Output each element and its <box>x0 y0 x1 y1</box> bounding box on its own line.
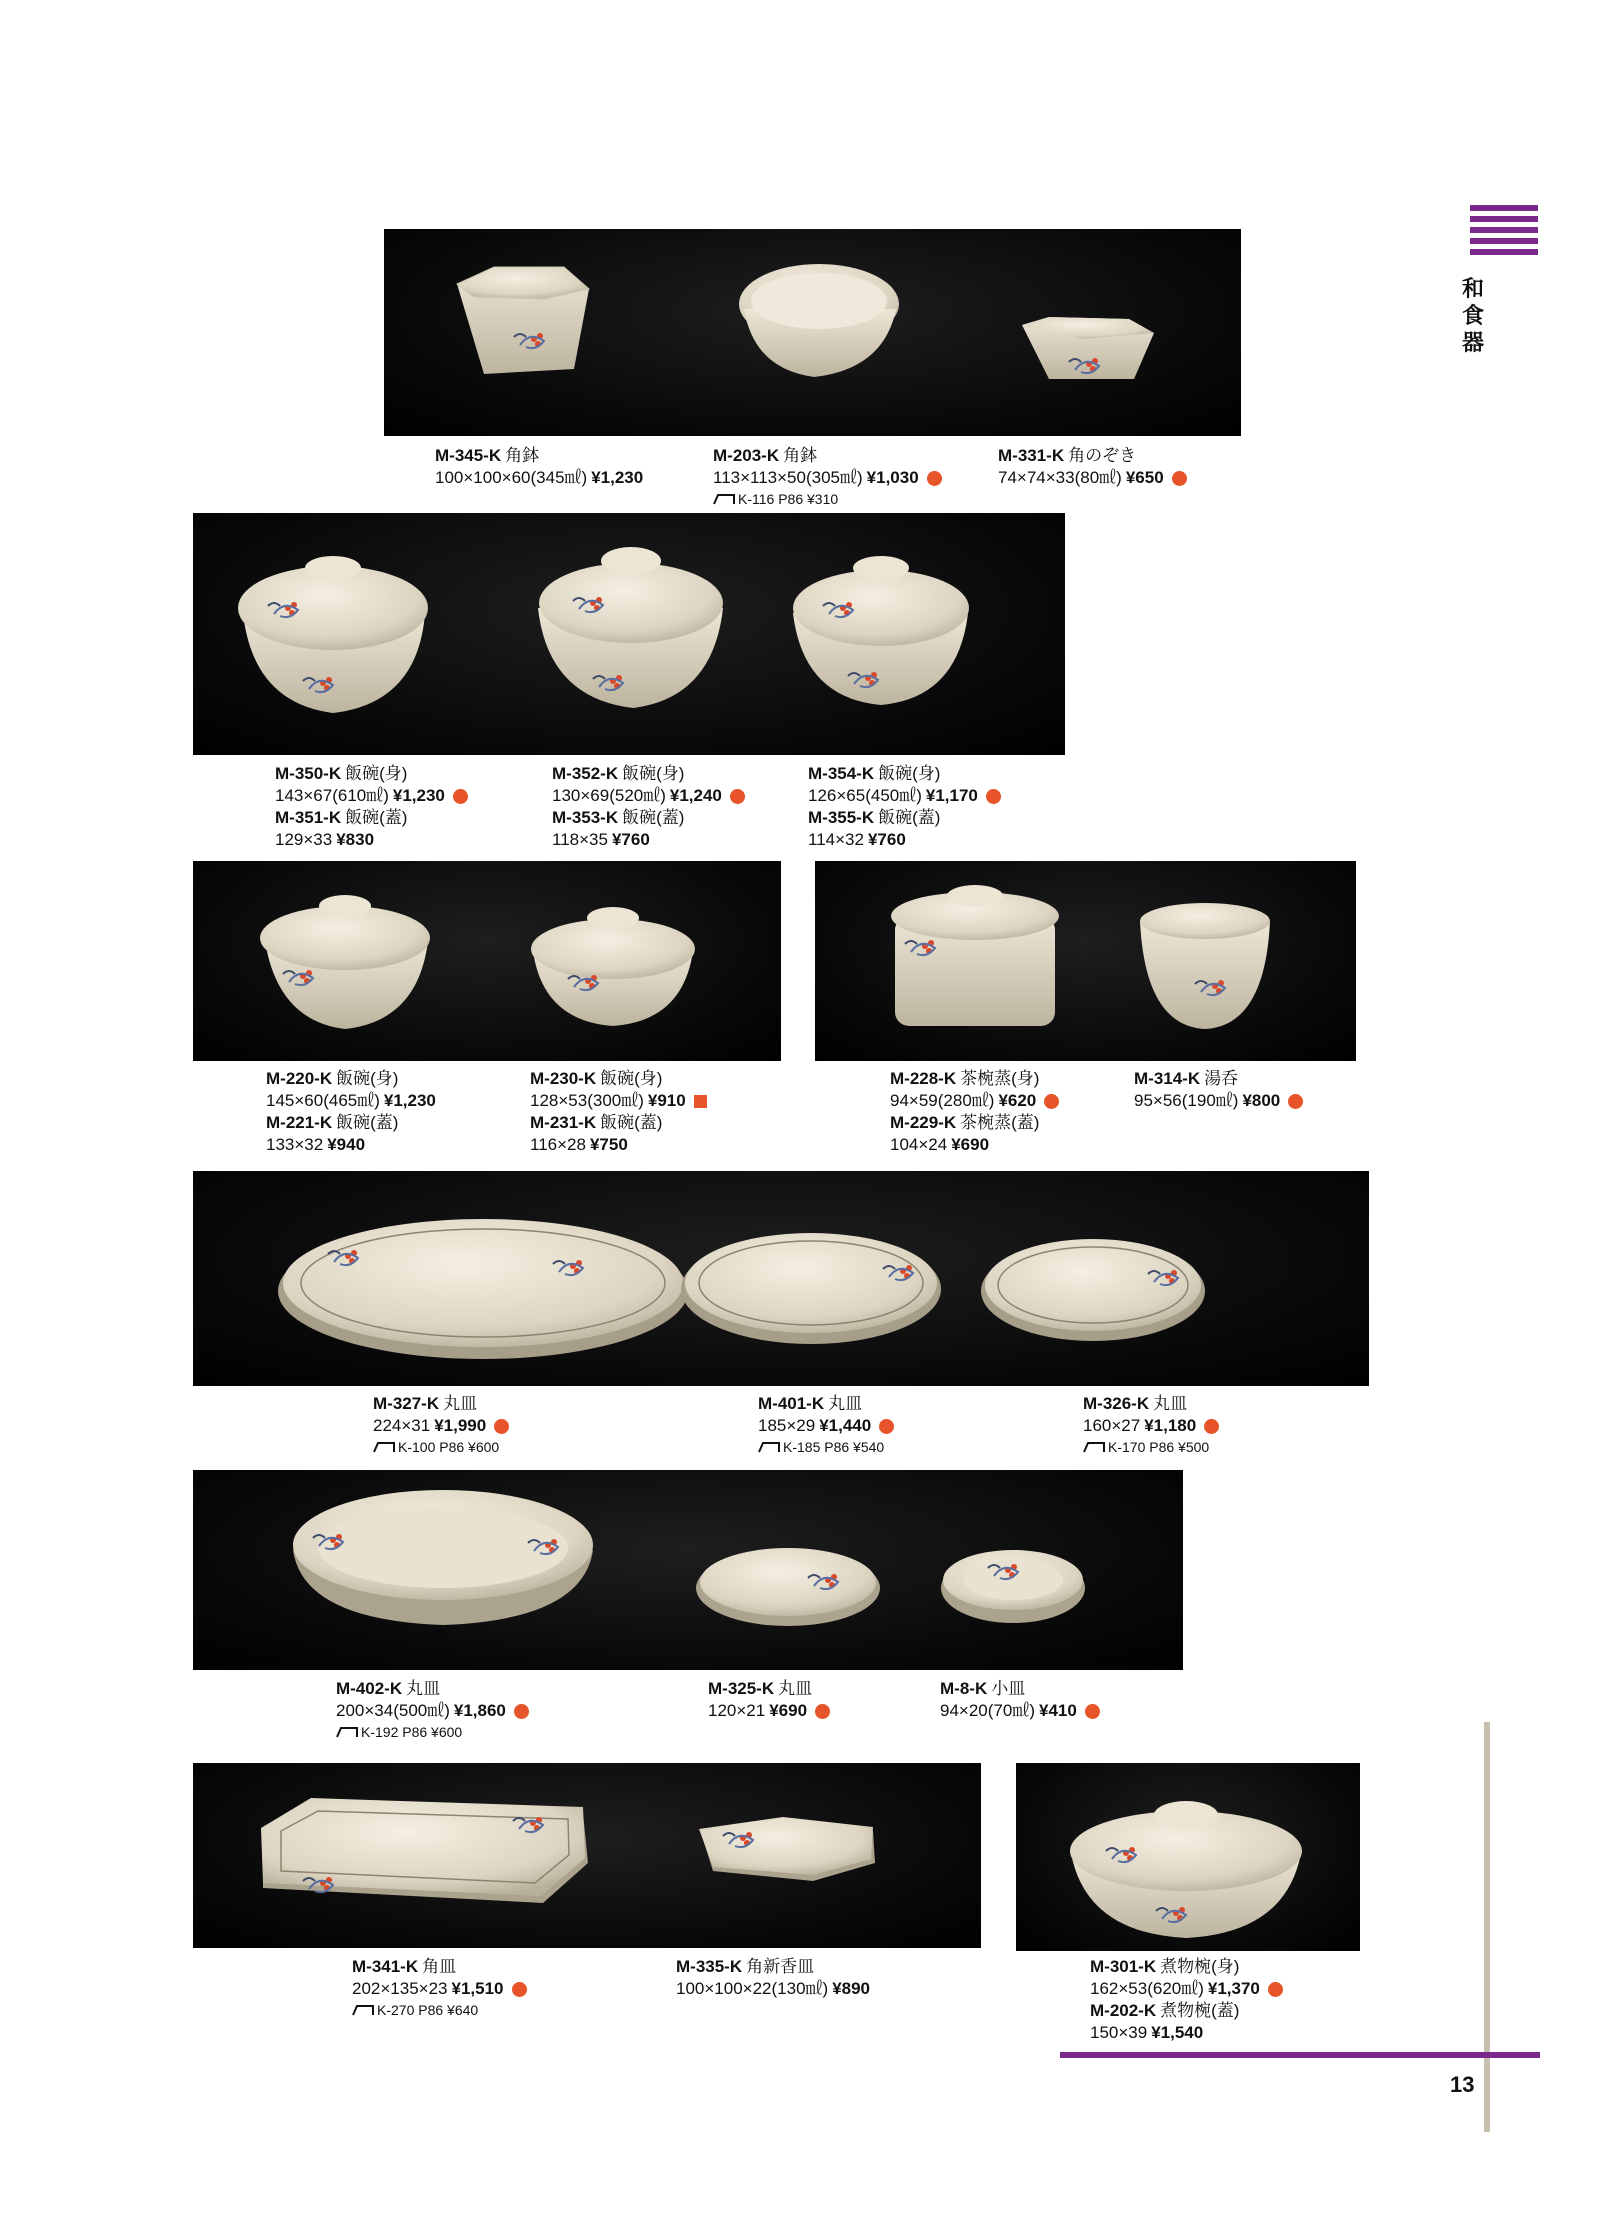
product-caption: M-230-K 飯碗(身) 128×53(300㎖) ¥910 M-231-K 飯碗(蓋) 116×28 ¥750 <box>530 1068 707 1156</box>
marker-square-icon <box>694 1095 707 1108</box>
product-caption: M-345-K 角鉢 100×100×60(345㎖) ¥1,230 <box>435 446 644 487</box>
teacup-image <box>1140 903 1270 1029</box>
photo-simmered-bowl <box>1016 1763 1360 1951</box>
marker-dot-icon <box>1268 1982 1283 1997</box>
round-dish-image <box>293 1490 593 1625</box>
marker-dot-icon <box>1204 1419 1219 1434</box>
product-caption: M-331-K 角のぞき 74×74×33(80㎖) ¥650 <box>998 445 1187 489</box>
product-caption: M-314-K 湯呑 95×56(190㎖) ¥800 <box>1134 1068 1303 1112</box>
tray-ref-icon <box>1083 1441 1105 1453</box>
round-plate-image <box>981 1239 1205 1341</box>
square-bowl-image <box>739 264 899 377</box>
product-caption: M-220-K 飯碗(身) 145×60(465㎖) ¥1,230 M-221-K 飯碗(蓋) 133×32 ¥940 <box>266 1069 436 1154</box>
marker-dot-icon <box>512 1982 527 1997</box>
marker-dot-icon <box>1288 1094 1303 1109</box>
marker-dot-icon <box>1085 1704 1100 1719</box>
photo-round-dishes <box>193 1470 1183 1670</box>
rectangular-plate-image <box>261 1798 588 1903</box>
marker-dot-icon <box>1172 471 1187 486</box>
tray-ref-icon <box>373 1441 395 1453</box>
product-caption: M-335-K 角新香皿 100×100×22(130㎖) ¥890 <box>676 1957 871 1998</box>
photo-rice-bowls-large <box>193 513 1065 755</box>
section-stripes-icon <box>1470 205 1538 260</box>
product-caption: M-401-K 丸皿 185×29 ¥1,440 K-185 P86 ¥540 <box>758 1393 894 1457</box>
product-caption: M-354-K 飯碗(身) 126×65(450㎖) ¥1,170 M-355-K 飯碗(蓋) 114×32 ¥760 <box>808 763 1001 851</box>
round-plate-image <box>278 1219 688 1359</box>
marker-dot-icon <box>730 789 745 804</box>
round-plate-image <box>681 1233 941 1344</box>
round-dish-image <box>941 1550 1085 1623</box>
round-dish-image <box>696 1548 880 1626</box>
marker-dot-icon <box>1044 1094 1059 1109</box>
lidded-rice-bowl-image <box>793 556 969 705</box>
product-caption: M-301-K 煮物椀(身) 162×53(620㎖) ¥1,370 M-202-K 煮物椀(蓋) 150×39 ¥1,540 <box>1090 1956 1283 2044</box>
photo-rice-bowls-small <box>193 861 781 1061</box>
horizontal-accent-bar <box>1060 2052 1540 2058</box>
lidded-rice-bowl-image <box>238 556 428 713</box>
marker-dot-icon <box>815 1704 830 1719</box>
product-caption: M-350-K 飯碗(身) 143×67(610㎖) ¥1,230 M-351-K 飯碗(蓋) 129×33 ¥830 <box>275 763 468 851</box>
photo-round-plates <box>193 1171 1369 1386</box>
product-caption: M-352-K 飯碗(身) 130×69(520㎖) ¥1,240 M-353-K 飯碗(蓋) 118×35 ¥760 <box>552 763 745 851</box>
square-bowl-image <box>1022 317 1154 379</box>
product-caption: M-402-K 丸皿 200×34(500㎖) ¥1,860 K-192 P86 ¥600 <box>336 1678 529 1742</box>
tray-ref-icon <box>713 493 735 505</box>
marker-dot-icon <box>494 1419 509 1434</box>
tray-ref-icon <box>352 2004 374 2016</box>
tray-ref-icon <box>336 1726 358 1738</box>
product-caption: M-325-K 丸皿 120×21 ¥690 <box>708 1678 830 1722</box>
marker-dot-icon <box>927 471 942 486</box>
product-caption: M-327-K 丸皿 224×31 ¥1,990 K-100 P86 ¥600 <box>373 1393 509 1457</box>
product-caption: M-228-K 茶椀蒸(身) 94×59(280㎖) ¥620 M-229-K 茶椀蒸(蓋) 104×24 ¥690 <box>890 1068 1059 1156</box>
lidded-rice-bowl-image <box>531 907 695 1026</box>
marker-dot-icon <box>879 1419 894 1434</box>
photo-square-bowls <box>384 229 1241 436</box>
product-caption: M-203-K 角鉢 113×113×50(305㎖) ¥1,030 K-116 P86 ¥310 <box>713 445 942 509</box>
photo-chawanmushi-teacup <box>815 861 1356 1061</box>
product-caption: M-8-K 小皿 94×20(70㎖) ¥410 <box>940 1678 1100 1722</box>
product-caption: M-326-K 丸皿 160×27 ¥1,180 K-170 P86 ¥500 <box>1083 1393 1219 1457</box>
page-number: 13 <box>1450 2072 1475 2097</box>
tray-ref-icon <box>758 1441 780 1453</box>
marker-dot-icon <box>514 1704 529 1719</box>
square-bowl-image <box>457 267 589 374</box>
lidded-rice-bowl-image <box>538 547 723 708</box>
chawanmushi-cup-image <box>891 885 1059 1026</box>
vertical-accent-bar <box>1484 1722 1490 2132</box>
marker-dot-icon <box>986 789 1001 804</box>
product-caption: M-341-K 角皿 202×135×23 ¥1,510 K-270 P86 ¥640 <box>352 1956 527 2020</box>
photo-square-plates <box>193 1763 981 1948</box>
lidded-rice-bowl-image <box>260 895 430 1029</box>
square-pickle-dish-image <box>699 1817 875 1881</box>
section-title-vertical: 和 食 器 <box>1461 276 1484 355</box>
lidded-simmered-bowl-image <box>1070 1801 1302 1938</box>
marker-dot-icon <box>453 789 468 804</box>
